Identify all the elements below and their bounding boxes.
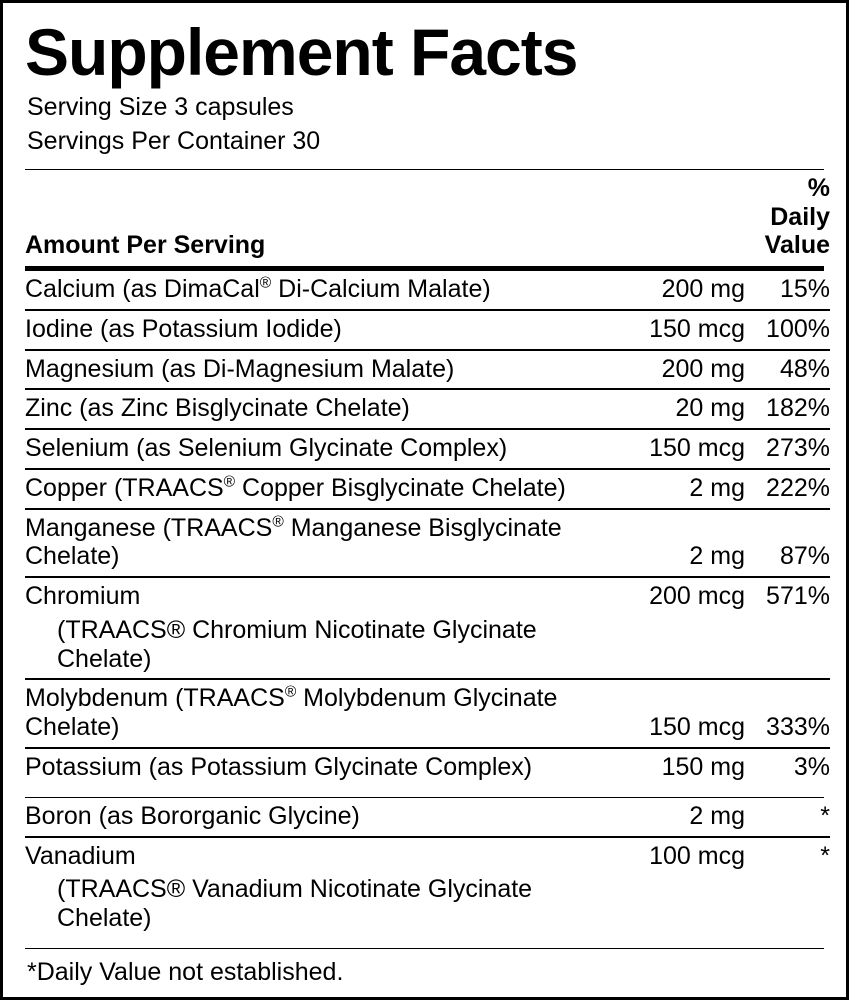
table-row-continuation <box>25 875 830 938</box>
col-header-amount: Amount Per Serving <box>25 231 266 260</box>
nutrient-name: Magnesium (as Di-Magnesium Malate) <box>25 350 615 390</box>
nutrient-name: Potassium (as Potassium Glycinate Complex) <box>25 748 615 787</box>
nutrient-name: Vanadium <box>25 837 615 876</box>
divider-bar-bottom <box>25 948 824 949</box>
nutrient-amount: 200 mg <box>615 350 745 390</box>
page-title: Supplement Facts <box>25 15 578 89</box>
nutrient-name: Chromium <box>25 577 615 616</box>
nutrient-daily-value: 48% <box>745 350 830 390</box>
nutrient-amount: 200 mg <box>661 275 745 304</box>
nutrient-daily-value: 333% <box>745 679 830 748</box>
nutrient-name: Copper (TRAACS® Copper Bisglycinate Chelate) <box>25 469 615 509</box>
nutrient-table <box>25 170 830 266</box>
nutrient-daily-value: 571% <box>745 577 830 616</box>
table-row <box>25 310 830 350</box>
table-header-row <box>25 170 830 266</box>
nutrient-name: Zinc (as Zinc Bisglycinate Chelate) <box>25 389 615 429</box>
table-row <box>25 837 830 876</box>
table-row <box>25 469 830 509</box>
registered-mark: ® <box>259 274 272 292</box>
nutrient-amount: 150 mcg <box>615 429 745 469</box>
registered-mark: ® <box>284 684 297 702</box>
nutrient-amount: 2 mg <box>689 801 745 830</box>
nutrient-name: Manganese (TRAACS® Manganese Bisglycinate Chelate) <box>25 509 615 578</box>
continuation-spacer-dv <box>745 875 830 938</box>
nutrient-amount: 150 mcg <box>615 310 745 350</box>
nutrient-daily-value: 3% <box>745 748 830 787</box>
table-row <box>25 509 830 578</box>
nutrient-daily-value: * <box>745 837 830 876</box>
nutrient-name: Molybdenum (TRAACS® Molybdenum Glycinate Chelate) <box>25 679 615 748</box>
nutrient-amount: 150 mcg <box>615 679 745 748</box>
table-row-continuation <box>25 616 830 680</box>
table-row <box>25 748 830 787</box>
nutrient-daily-value: 182% <box>745 389 830 429</box>
serving-size: Serving Size 3 capsules <box>27 93 294 121</box>
nutrient-amount: 20 mg <box>615 389 745 429</box>
table-row <box>25 577 830 616</box>
footnote: *Daily Value not established. <box>27 957 344 986</box>
nutrient-daily-value: 273% <box>745 429 830 469</box>
table-row <box>25 798 830 837</box>
col-header-daily-value: % Daily Value <box>764 173 830 260</box>
table-row <box>25 271 830 310</box>
nutrient-amount: 150 mg <box>615 748 745 787</box>
nutrient-rows-primary <box>25 271 830 787</box>
nutrient-amount: 100 mcg <box>615 837 745 876</box>
nutrient-daily-value: 15% <box>779 275 830 304</box>
nutrient-daily-value: 100% <box>745 310 830 350</box>
table-row <box>25 429 830 469</box>
registered-mark: ® <box>272 513 284 531</box>
nutrient-name: Selenium (as Selenium Glycinate Complex) <box>25 429 615 469</box>
nutrient-daily-value: 222% <box>745 469 830 509</box>
table-row <box>25 350 830 390</box>
nutrient-daily-value: 87% <box>745 509 830 578</box>
nutrient-name-continued: (TRAACS® Chromium Nicotinate Glycinate Chelate) <box>57 615 537 673</box>
nutrient-amount: 2 mg <box>615 509 745 578</box>
col-header-spacer <box>615 170 745 266</box>
registered-mark: ® <box>223 473 236 491</box>
nutrient-daily-value: * <box>820 801 830 830</box>
nutrient-name-continued: (TRAACS® Vanadium Nicotinate Glycinate Chelate) <box>57 875 533 933</box>
continuation-spacer-amount <box>615 616 745 680</box>
nutrient-amount: 200 mcg <box>615 577 745 616</box>
servings-per-container: Servings Per Container 30 <box>27 126 321 155</box>
nutrient-rows-secondary <box>25 798 830 938</box>
table-row <box>25 679 830 748</box>
continuation-spacer-dv <box>745 616 830 680</box>
continuation-spacer-amount <box>615 875 745 938</box>
nutrient-name: Boron (as Bororganic Glycine) <box>25 801 360 830</box>
nutrient-amount: 2 mg <box>615 469 745 509</box>
nutrient-name: Iodine (as Potassium Iodide) <box>25 310 615 350</box>
table-row <box>25 389 830 429</box>
nutrient-name: Calcium (as DimaCal® Di-Calcium Malate) <box>25 274 491 304</box>
